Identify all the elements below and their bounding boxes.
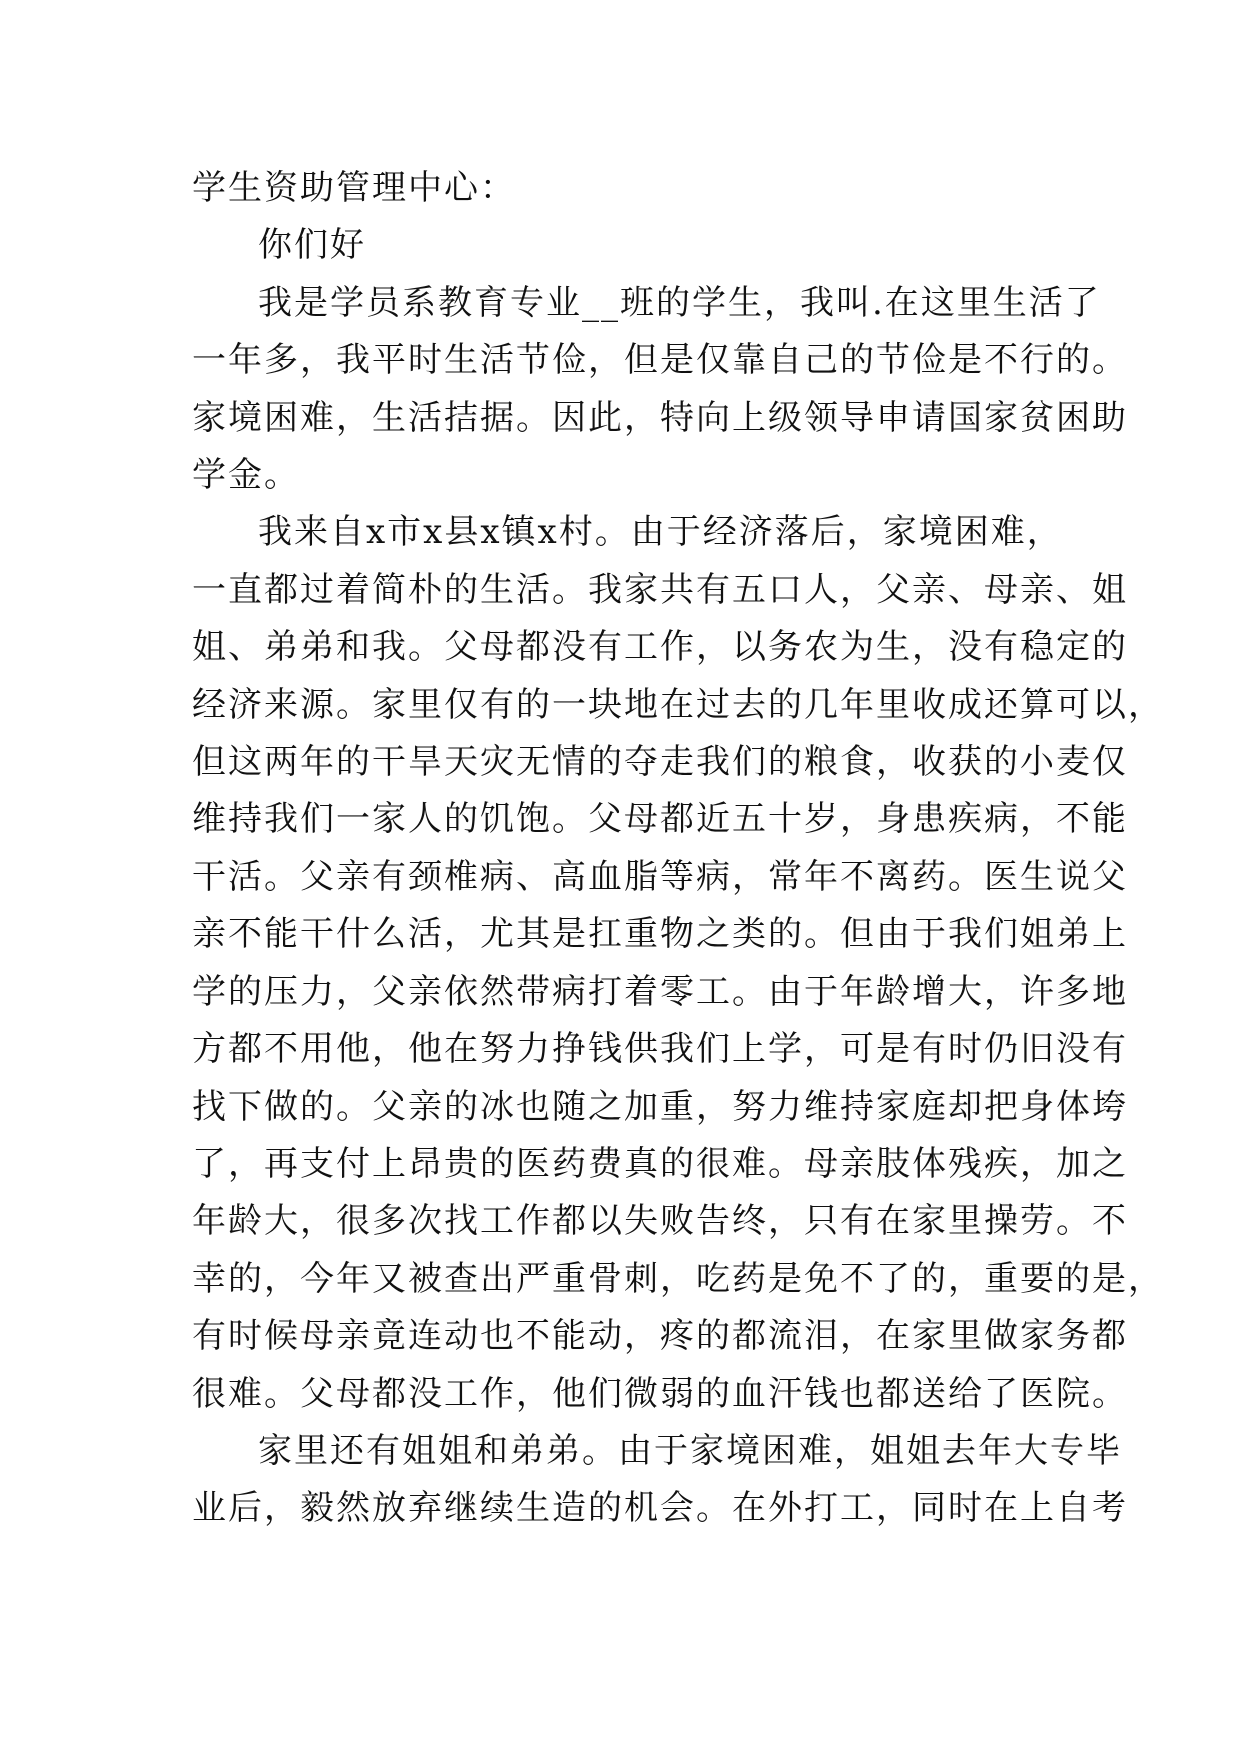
paragraph-line: 了，再支付上昂贵的医药费真的很难。母亲肢体残疾，加之 bbox=[192, 1143, 1128, 1184]
paragraph-line: 年龄大，很多次找工作都以失败告终，只有在家里操劳。不 bbox=[192, 1201, 1128, 1242]
paragraph-line: 经济来源。家里仅有的一块地在过去的几年里收成还算可以， bbox=[192, 684, 1164, 725]
paragraph-line: 维持我们一家人的饥饱。父母都近五十岁，身患疾病，不能 bbox=[192, 799, 1128, 840]
paragraph-line: 亲不能干什么活，尤其是扛重物之类的。但由于我们姐弟上 bbox=[192, 914, 1128, 955]
paragraph-line: 家境困难，生活拮据。因此，特向上级领导申请国家贫困助 bbox=[192, 397, 1128, 438]
paragraph-line: 有时候母亲竟连动也不能动，疼的都流泪，在家里做家务都 bbox=[192, 1316, 1128, 1357]
paragraph-line: 幸的，今年又被查出严重骨刺，吃药是免不了的，重要的是， bbox=[192, 1258, 1164, 1299]
paragraph-line: 我来自x市x县x镇x村。由于经济落后，家境困难， bbox=[258, 512, 1063, 553]
paragraph-line: 姐、弟弟和我。父母都没有工作，以务农为生，没有稳定的 bbox=[192, 627, 1128, 668]
letter-body bbox=[192, 160, 1164, 1538]
greeting-line: 你们好 bbox=[258, 225, 366, 266]
paragraph-line: 学的压力，父亲依然带病打着零工。由于年龄增大，许多地 bbox=[192, 971, 1128, 1012]
paragraph-line: 但这两年的干旱天灾无情的夺走我们的粮食，收获的小麦仅 bbox=[192, 742, 1128, 783]
paragraph-line: 一直都过着简朴的生活。我家共有五口人，父亲、母亲、姐 bbox=[192, 569, 1128, 610]
paragraph-line: 干活。父亲有颈椎病、高血脂等病，常年不离药。医生说父 bbox=[192, 856, 1128, 897]
paragraph-line: 很难。父母都没工作，他们微弱的血汗钱也都送给了医院。 bbox=[192, 1373, 1128, 1414]
recipient-line: 学生资助管理中心： bbox=[192, 168, 516, 208]
paragraph-line: 找下做的。父亲的冰也随之加重，努力维持家庭却把身体垮 bbox=[192, 1086, 1128, 1127]
paragraph-line: 学金。 bbox=[192, 455, 300, 496]
paragraph-line: 一年多，我平时生活节俭，但是仅靠自己的节俭是不行的。 bbox=[192, 340, 1128, 381]
paragraph-line: 方都不用他，他在努力挣钱供我们上学，可是有时仍旧没有 bbox=[192, 1029, 1128, 1070]
paragraph-line: 家里还有姐姐和弟弟。由于家境困难，姐姐去年大专毕 bbox=[258, 1430, 1122, 1471]
paragraph-line: 我是学员系教育专业__班的学生，我叫.在这里生活了 bbox=[258, 282, 1101, 323]
paragraph-line: 业后，毅然放弃继续生造的机会。在外打工，同时在上自考 bbox=[192, 1488, 1128, 1529]
